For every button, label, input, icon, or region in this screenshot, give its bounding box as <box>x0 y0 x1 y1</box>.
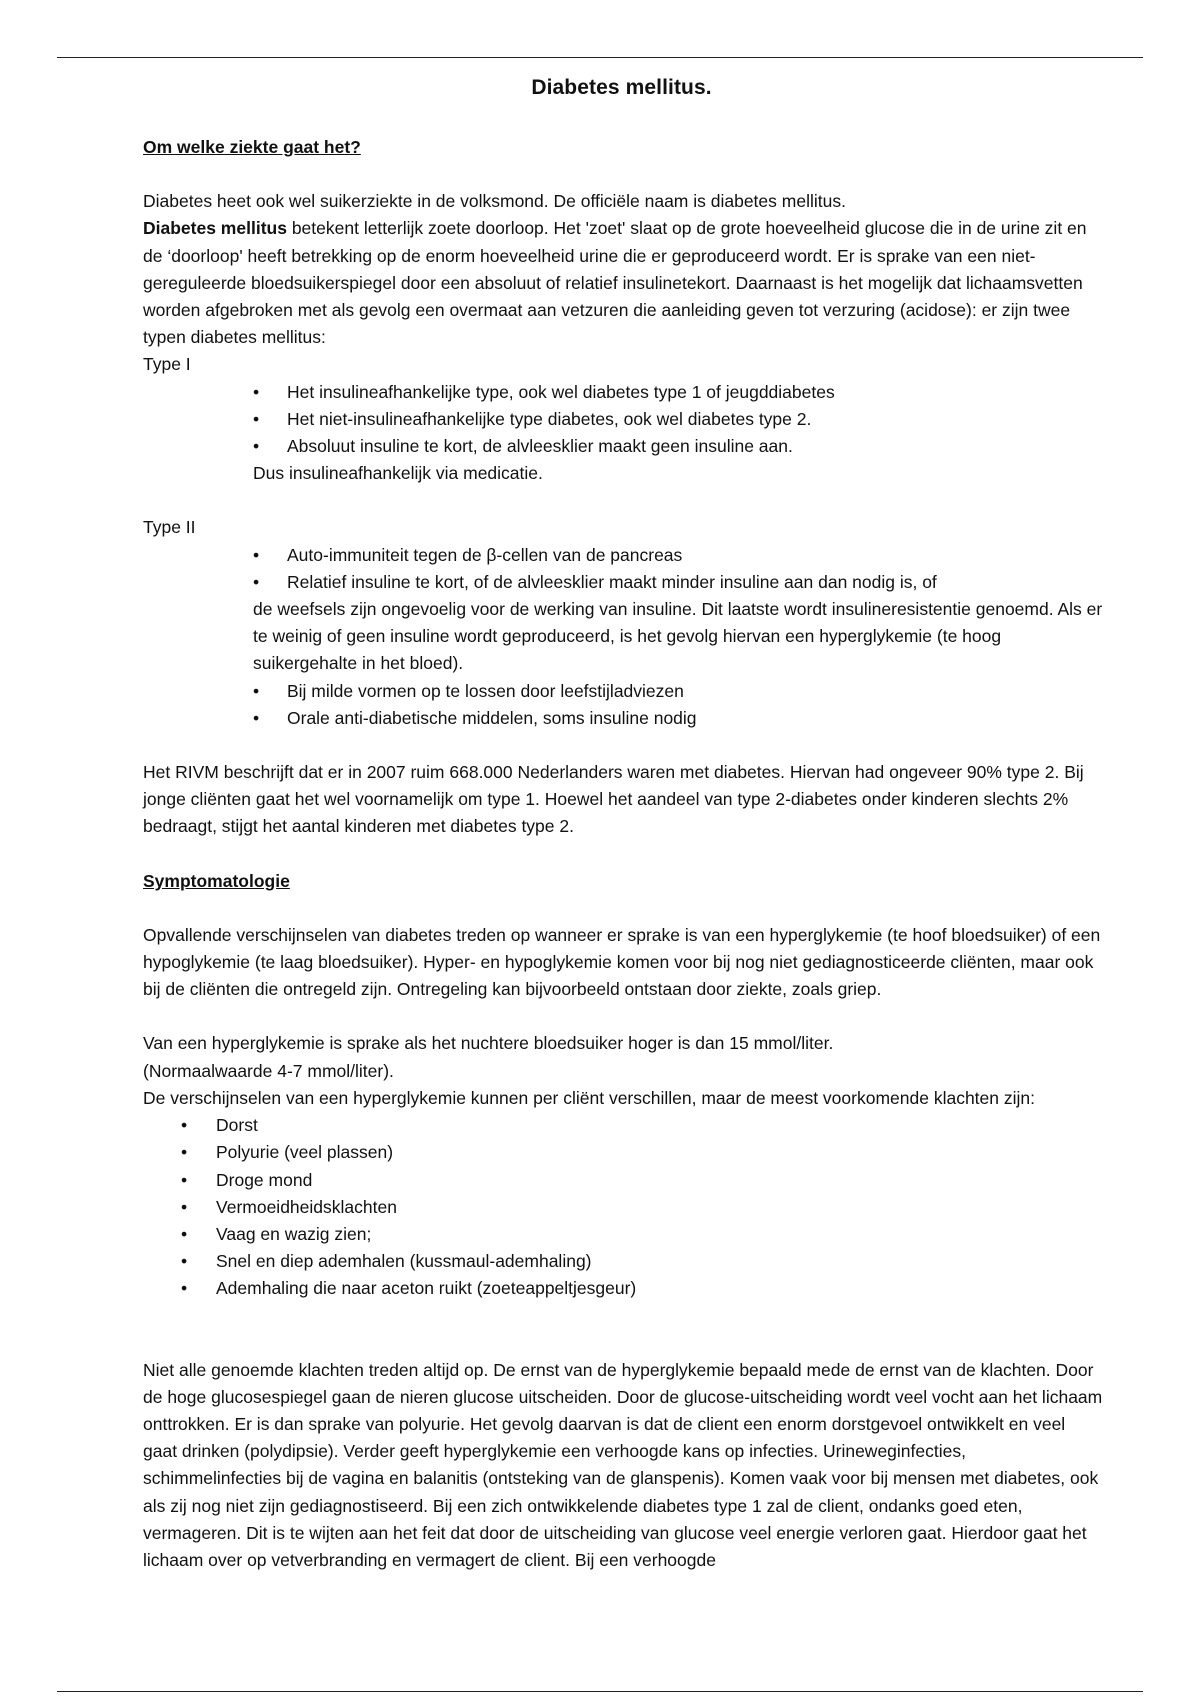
list-item: • Auto-immuniteit tegen de β-cellen van de pancreas <box>253 542 1103 569</box>
section-heading-symptoms: Symptomatologie <box>143 870 290 891</box>
list-item: • Orale anti-diabetische middelen, soms insuline nodig <box>253 705 1103 732</box>
document-title: Diabetes mellitus. <box>531 76 712 99</box>
list-item: • Dorst <box>143 1112 1103 1139</box>
paragraph-symptoms-intro: Opvallende verschijnselen van diabetes treden op wanneer er sprake is van een hyperglykemie (te hoof bloedsuiker) of een hypoglykemie (te laag bloedsuiker). Hyper- en hypoglykemie komen voor bij nog niet gediagnosticeerde cliënten, maar ook bij de cliënten die ontregeld zijn. Ontregeling kan bijvoorbeeld ontstaan door ziekte, zoals griep. <box>143 924 1101 1000</box>
definition-text: betekent letterlijk zoete doorloop. Het 'zoet' slaat op de grote hoeveelheid glucose die in de urine zit en de ‘doorloop' heeft betrekking op de enorm hoeveelheid urine die er geproduceerd wordt. Er is sprake van een niet- gereguleerde bloedsuikerspiegel door een absoluut of relatief insulinetekort. Daarnaast is het mogelijk dat lichaamsvetten worden afgebroken met als gevolg een overmaat aan vetzuren die aanleiding geven tot verzuring (acidose): er zijn twee typen diabetes mellitus: <box>143 218 1087 348</box>
paragraph-complaints-intro: De verschijnselen van een hyperglykemie kunnen per cliënt verschillen, maar de meest voorkomende klachten zijn: <box>143 1087 1035 1108</box>
list-item: • Vermoeidheidsklachten <box>143 1194 1103 1221</box>
list-item: • Absoluut insuline te kort, de alvleesklier maakt geen insuline aan. <box>253 433 1103 460</box>
list-item: • Polyurie (veel plassen) <box>143 1139 1103 1166</box>
paragraph-definition <box>143 215 1103 351</box>
list-item: • Snel en diep ademhalen (kussmaul-ademhaling) <box>143 1248 1103 1275</box>
section-heading-disease: Om welke ziekte gaat het? <box>143 137 361 157</box>
type1-label: Type I <box>143 354 191 375</box>
paragraph-complications: Niet alle genoemde klachten treden altijd op. De ernst van de hyperglykemie bepaald mede de ernst van de klachten. Door de hoge glucosespiegel gaan de nieren glucose uitscheiden. Door de glucose-uitscheiding wordt veel vocht aan het lichaam onttrokken. Er is dan sprake van polyurie. Het gevolg daarvan is dat de client een enorm dorstgevoel ontwikkelt en veel gaat drinken (polydipsie). Verder geeft hyperglykemie een verhoogde kans op infecties. Urineweginfecties, schimmelinfecties bij de vagina en balanitis (ontsteking van de glanspenis). Komen vaak voor bij mensen met diabetes, ook als zij nog niet zijn gediagnostiseerd. Bij een zich ontwikkelende diabetes type 1 zal de client, ondanks goed eten, vermageren. Dit is te wijten aan het feit dat door de uitscheiding van glucose veel energie verloren gaat. Hierdoor gaat het lichaam over op vetverbranding en vermagert de client. Bij een verhoogde <box>143 1359 1103 1570</box>
type2-block <box>143 542 1103 732</box>
document-body <box>143 134 1103 1574</box>
definition-term: Diabetes mellitus <box>143 218 287 239</box>
type1-block <box>143 379 1103 488</box>
paragraph-hyperglycemia-line1: Van een hyperglykemie is sprake als het nuchtere bloedsuiker hoger is dan 15 mmol/liter. <box>143 1033 834 1054</box>
list-item: • Ademhaling die naar aceton ruikt (zoeteappeltjesgeur) <box>143 1275 1103 1302</box>
bottom-divider <box>57 1691 1143 1692</box>
type1-list <box>253 379 1103 461</box>
list-item: • Vaag en wazig zien; <box>143 1221 1103 1248</box>
type1-note: Dus insulineafhankelijk via medicatie. <box>253 463 543 484</box>
list-item: • Bij milde vormen op te lossen door leefstijladviezen <box>253 678 1103 705</box>
list-item: • Het niet-insulineafhankelijke type diabetes, ook wel diabetes type 2. <box>253 406 1103 433</box>
symptom-list <box>143 1112 1103 1302</box>
paragraph-intro: Diabetes heet ook wel suikerziekte in de volksmond. De officiële naam is diabetes mellitus. <box>143 191 846 212</box>
type2-label: Type II <box>143 517 196 538</box>
paragraph-rivm: Het RIVM beschrijft dat er in 2007 ruim 668.000 Nederlanders waren met diabetes. Hiervan had ongeveer 90% type 2. Bij jonge cliënten gaat het wel voornamelijk om type 1. Hoewel het aandeel van type 2-diabetes onder kinderen slechts 2% bedraagt, stijgt het aantal kinderen met diabetes type 2. <box>143 762 1084 837</box>
list-item: • Relatief insuline te kort, of de alvleesklier maakt minder insuline aan dan nodig is, of <box>253 569 1103 596</box>
list-item: • Droge mond <box>143 1167 1103 1194</box>
list-item-continuation: de weefsels zijn ongevoelig voor de werking van insuline. Dit laatste wordt insulineresistentie genoemd. Als er te weinig of geen insuline wordt geproduceerd, is het gevolg hiervan een hyperglykemie (te hoog suikergehalte in het bloed). <box>253 599 1103 674</box>
paragraph-hyperglycemia-line2: (Normaalwaarde 4-7 mmol/liter). <box>143 1060 394 1081</box>
type2-list <box>253 542 1103 732</box>
top-divider <box>57 57 1143 58</box>
list-item: • Het insulineafhankelijke type, ook wel diabetes type 1 of jeugddiabetes <box>253 379 1103 406</box>
